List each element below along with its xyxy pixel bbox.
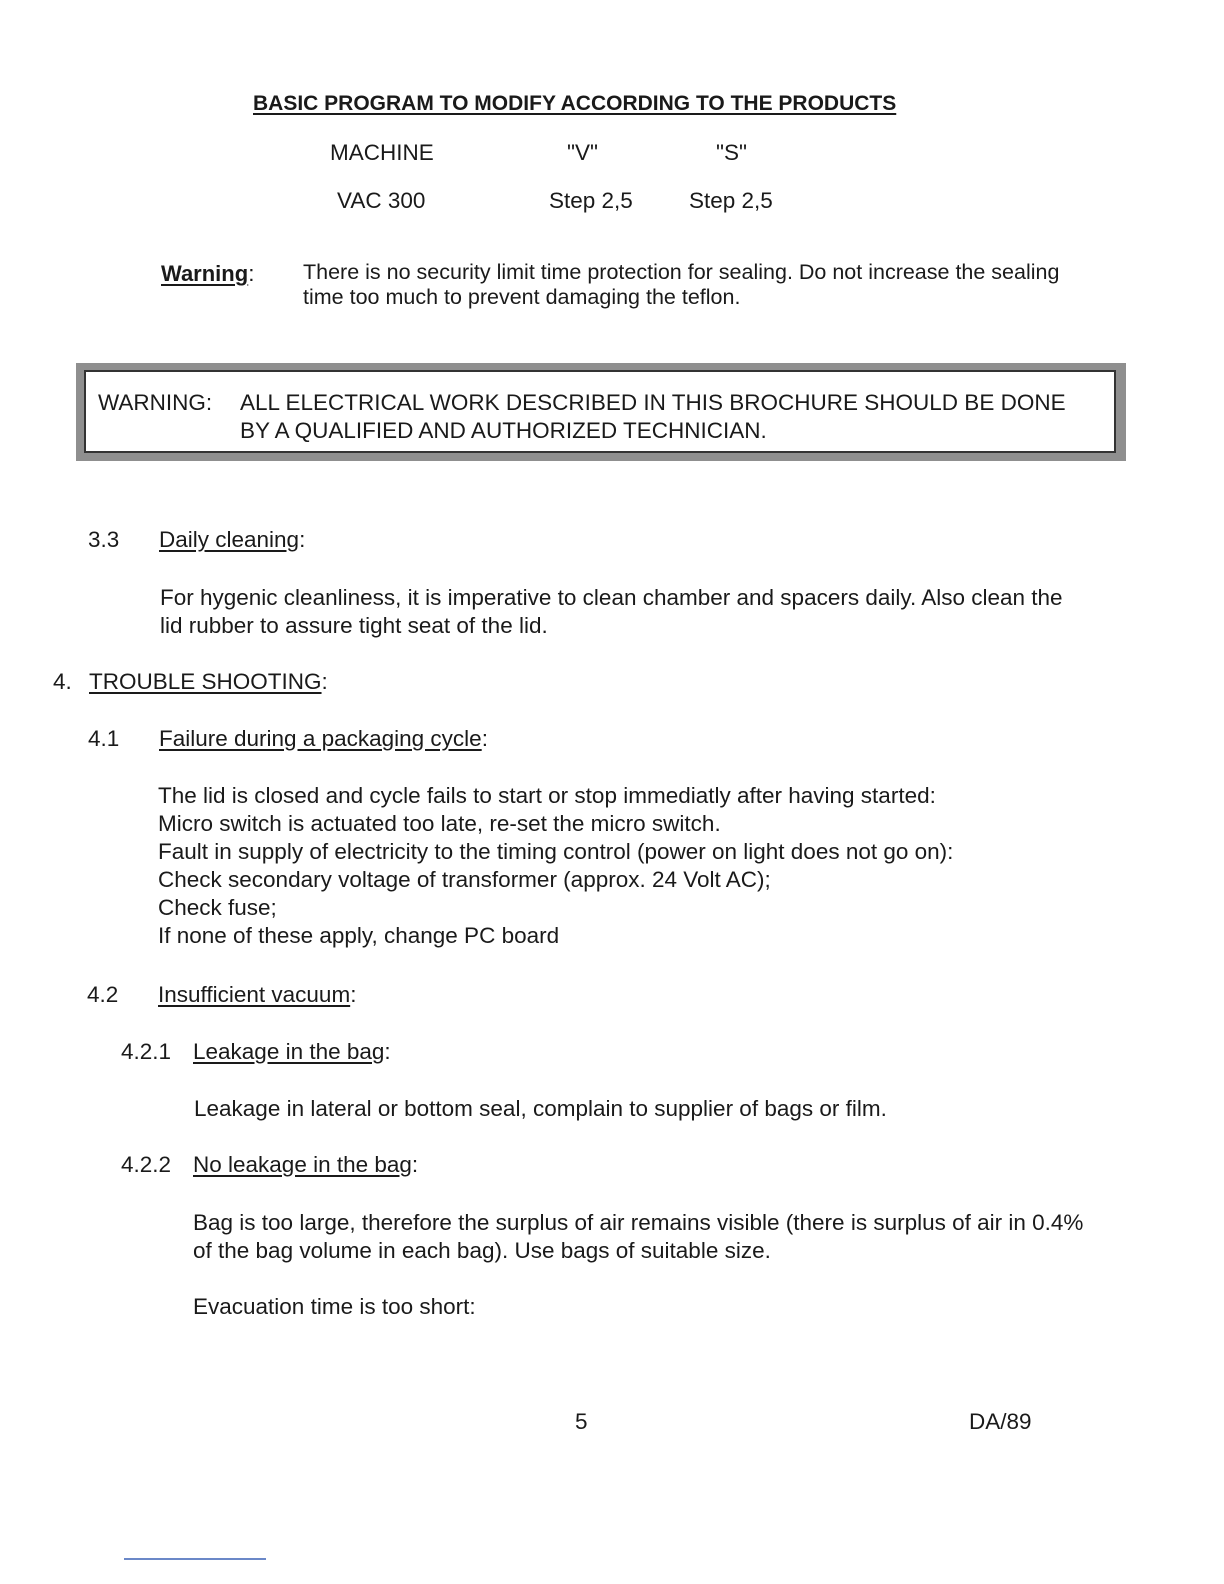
footer-rule [124, 1558, 266, 1560]
section-3-3-heading-text: Daily cleaning [159, 527, 300, 552]
section-4-2-1-number: 4.2.1 [121, 1039, 172, 1064]
section-4-heading [89, 668, 328, 696]
program-title: BASIC PROGRAM TO MODIFY ACCORDING TO THE PRODUCTS [253, 92, 897, 115]
section-4-1-heading-text: Failure during a packaging cycle [159, 726, 482, 751]
electrical-warning-line-1: ALL ELECTRICAL WORK DESCRIBED IN THIS BROCHURE SHOULD BE DONE [240, 390, 1066, 415]
electrical-warning-label: WARNING: [98, 390, 213, 415]
section-3-3-colon: : [299, 527, 306, 552]
table-header-v: "V" [567, 140, 598, 165]
section-4-2-1-heading [193, 1038, 391, 1066]
electrical-warning-line-2: BY A QUALIFIED AND AUTHORIZED TECHNICIAN. [240, 418, 767, 443]
table-header-s: "S" [716, 140, 747, 165]
section-4-2-colon: : [350, 982, 357, 1007]
electrical-warning-box [76, 363, 1126, 461]
section-4-1-line-2: Micro switch is actuated too late, re-set the micro switch. [158, 811, 721, 836]
section-3-3-body [160, 584, 1063, 640]
warning-note-line-2: time too much to prevent damaging the teflon. [303, 285, 741, 309]
section-4-2-1-line-1: Leakage in lateral or bottom seal, complain to supplier of bags or film. [194, 1096, 887, 1121]
section-4-1-colon: : [481, 726, 488, 751]
warning-note-label [161, 260, 254, 288]
warning-label-text: Warning [161, 261, 249, 286]
section-4-2-2-heading-text: No leakage in the bag [193, 1152, 412, 1177]
section-4-1-line-1: The lid is closed and cycle fails to start or stop immediatly after having started: [158, 783, 936, 808]
section-4-2-2-number: 4.2.2 [121, 1152, 172, 1177]
section-4-colon: : [321, 669, 328, 694]
section-3-3-heading [159, 526, 305, 554]
section-4-2-2-line-1: Bag is too large, therefore the surplus of air remains visible (there is surplus of air in 0.4% [193, 1210, 1084, 1235]
section-4-2-1-heading-text: Leakage in the bag [193, 1039, 385, 1064]
section-4-2-2-body [193, 1209, 1083, 1265]
section-4-1-line-6: If none of these apply, change PC board [158, 923, 560, 948]
section-4-2-2-line-3: Evacuation time is too short: [193, 1294, 476, 1319]
table-cell-v: Step 2,5 [549, 188, 633, 213]
page-number: 5 [575, 1409, 588, 1434]
section-4-2-heading [158, 981, 356, 1009]
table-header-machine: MACHINE [330, 140, 434, 165]
section-3-3-line-2: lid rubber to assure tight seat of the lid. [160, 613, 548, 638]
section-3-3-number: 3.3 [88, 527, 120, 552]
section-4-number: 4. [53, 669, 72, 694]
section-4-1-line-4: Check secondary voltage of transformer (approx. 24 Volt AC); [158, 867, 771, 892]
warning-note-line-1: There is no security limit time protection for sealing. Do not increase the sealing [303, 260, 1060, 284]
electrical-warning-inner [84, 370, 1116, 453]
section-3-3-line-1: For hygenic cleanliness, it is imperative to clean chamber and spacers daily. Also clean the [160, 585, 1063, 610]
document-code: DA/89 [969, 1409, 1032, 1434]
section-4-2-2-heading [193, 1151, 418, 1179]
section-4-2-heading-text: Insufficient vacuum [158, 982, 351, 1007]
section-4-1-body [158, 782, 953, 950]
section-4-2-2-colon: : [411, 1152, 419, 1177]
warning-label-colon: : [248, 261, 255, 286]
section-4-2-number: 4.2 [87, 982, 119, 1007]
section-4-2-2-line-2: of the bag volume in each bag). Use bags of suitable size. [193, 1238, 771, 1263]
section-4-1-heading [159, 725, 488, 753]
table-cell-s: Step 2,5 [689, 188, 773, 213]
table-cell-machine: VAC 300 [337, 188, 426, 213]
section-4-heading-text: TROUBLE SHOOTING [89, 669, 322, 694]
section-4-1-number: 4.1 [88, 726, 120, 751]
section-4-1-line-5: Check fuse; [158, 895, 277, 920]
section-4-1-line-3: Fault in supply of electricity to the timing control (power on light does not go on): [158, 839, 954, 864]
section-4-2-1-colon: : [384, 1039, 391, 1064]
warning-note-text [303, 260, 1059, 310]
